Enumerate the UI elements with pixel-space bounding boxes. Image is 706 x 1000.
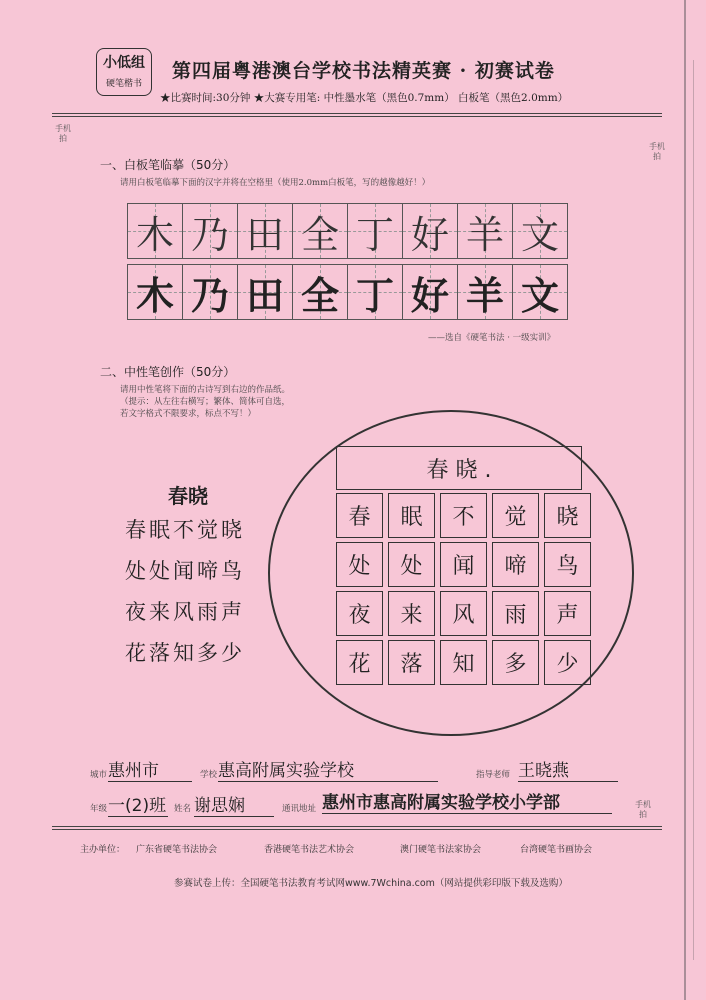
source-note: ——选自《硬笔书法 · 一级实训》 bbox=[428, 333, 556, 343]
poem-line: 春眠不觉晓 bbox=[125, 518, 245, 542]
work-grid bbox=[336, 493, 596, 689]
school-field[interactable]: 惠高附属实验学校 bbox=[218, 756, 438, 782]
organizer: 香港硬笔书法艺术协会 bbox=[264, 845, 355, 855]
grid-cell: 文 bbox=[513, 203, 568, 259]
divider bbox=[52, 113, 662, 114]
grid-cell: 羊 bbox=[458, 264, 513, 320]
work-cell: 处 bbox=[336, 542, 383, 587]
work-cell: 风 bbox=[440, 591, 487, 636]
work-cell: 觉 bbox=[492, 493, 539, 538]
work-cell: 闻 bbox=[440, 542, 487, 587]
grid-cell: 乃 bbox=[183, 203, 238, 259]
work-cell: 晓 bbox=[544, 493, 591, 538]
grid-cell: 羊 bbox=[458, 203, 513, 259]
grid-cell: 全 bbox=[293, 264, 348, 320]
work-cell: 处 bbox=[388, 542, 435, 587]
grid-cell: 丁 bbox=[348, 264, 403, 320]
group-badge bbox=[96, 48, 152, 96]
work-cell: 夜 bbox=[336, 591, 383, 636]
work-row bbox=[336, 640, 596, 685]
grid-cell: 丁 bbox=[348, 203, 403, 259]
section2-instruction: 若文字格式不限要求，标点不写！） bbox=[120, 409, 257, 419]
grid-cell: 田 bbox=[238, 203, 293, 259]
section2-instruction: 请用中性笔将下面的古诗写到右边的作品纸。 bbox=[120, 385, 291, 395]
work-row bbox=[336, 591, 596, 636]
poem-line: 夜来风雨声 bbox=[125, 600, 245, 624]
school-label: 学校 bbox=[200, 770, 218, 780]
organizer: 广东省硬笔书法协会 bbox=[136, 845, 218, 855]
grid-cell: 好 bbox=[403, 264, 458, 320]
organizers-label: 主办单位： bbox=[80, 845, 126, 855]
organizer: 澳门硬笔书法家协会 bbox=[400, 845, 482, 855]
work-cell: 声 bbox=[544, 591, 591, 636]
work-row bbox=[336, 493, 596, 538]
organizer: 台湾硬笔书画协会 bbox=[520, 845, 593, 855]
work-cell: 不 bbox=[440, 493, 487, 538]
address-label: 通讯地址 bbox=[282, 804, 317, 814]
teacher-field[interactable]: 王晓燕 bbox=[518, 756, 618, 782]
section2-heading: 二、中性笔创作（50分） bbox=[100, 365, 236, 379]
side-label-right: 手机拍 bbox=[649, 142, 665, 161]
model-grid bbox=[127, 264, 568, 320]
group-name: 小低组 bbox=[103, 55, 145, 71]
work-row bbox=[336, 542, 596, 587]
work-cell: 春 bbox=[336, 493, 383, 538]
grade-label: 年级 bbox=[90, 804, 108, 814]
work-cell: 少 bbox=[544, 640, 591, 685]
grid-cell: 文 bbox=[513, 264, 568, 320]
work-cell: 知 bbox=[440, 640, 487, 685]
poem-title: 春晓 bbox=[168, 484, 208, 508]
grid-cell: 木 bbox=[127, 264, 183, 320]
section2-instruction: （提示：从左往右横写；繁体、简体可自选， bbox=[120, 397, 291, 407]
section1-heading: 一、白板笔临摹（50分） bbox=[100, 158, 236, 172]
poem-line: 花落知多少 bbox=[125, 641, 245, 665]
work-cell: 眠 bbox=[388, 493, 435, 538]
work-cell: 啼 bbox=[492, 542, 539, 587]
divider bbox=[52, 826, 662, 827]
handwritten-grid bbox=[127, 203, 568, 259]
address-field[interactable]: 惠州市惠高附属实验学校小学部 bbox=[322, 788, 612, 814]
poem-line: 处处闻啼鸟 bbox=[125, 559, 245, 583]
work-cell: 来 bbox=[388, 591, 435, 636]
name-field[interactable]: 谢思娴 bbox=[194, 791, 274, 817]
work-cell: 鸟 bbox=[544, 542, 591, 587]
divider bbox=[52, 116, 662, 117]
divider bbox=[52, 829, 662, 830]
side-label-right-bottom: 手机拍 bbox=[635, 800, 651, 819]
grid-cell: 乃 bbox=[183, 264, 238, 320]
grid-cell: 木 bbox=[127, 203, 183, 259]
page-title: 第四届粤港澳台学校书法精英赛 · 初赛试卷 bbox=[172, 60, 555, 82]
work-title: 春 晓 . bbox=[336, 446, 582, 490]
side-label-left: 手机拍 bbox=[55, 124, 71, 143]
work-cell: 多 bbox=[492, 640, 539, 685]
work-cell: 花 bbox=[336, 640, 383, 685]
work-cell: 落 bbox=[388, 640, 435, 685]
city-field[interactable]: 惠州市 bbox=[108, 756, 192, 782]
grade-field[interactable]: 一(2)班 bbox=[108, 791, 168, 817]
name-label: 姓名 bbox=[174, 804, 192, 814]
teacher-label: 指导老师 bbox=[476, 770, 511, 780]
scan-edge-line bbox=[684, 0, 686, 1000]
upload-note: 参赛试卷上传：全国硬笔书法教育考试网www.7Wchina.com（网站提供彩印版下载及选购） bbox=[174, 878, 568, 889]
work-cell: 雨 bbox=[492, 591, 539, 636]
scan-edge-line bbox=[693, 60, 694, 960]
page-subtitle: ★比赛时间:30分钟 ★大赛专用笔: 中性墨水笔（黑色0.7mm） 白板笔（黑色2.0mm） bbox=[160, 92, 569, 104]
grid-cell: 全 bbox=[293, 203, 348, 259]
section1-instruction: 请用白板笔临摹下面的汉字并将在空格里（使用2.0mm白板笔，写的越像越好！） bbox=[120, 178, 431, 188]
grid-cell: 好 bbox=[403, 203, 458, 259]
city-label: 城市 bbox=[90, 770, 108, 780]
group-subtitle: 硬笔楷书 bbox=[105, 79, 142, 89]
grid-cell: 田 bbox=[238, 264, 293, 320]
